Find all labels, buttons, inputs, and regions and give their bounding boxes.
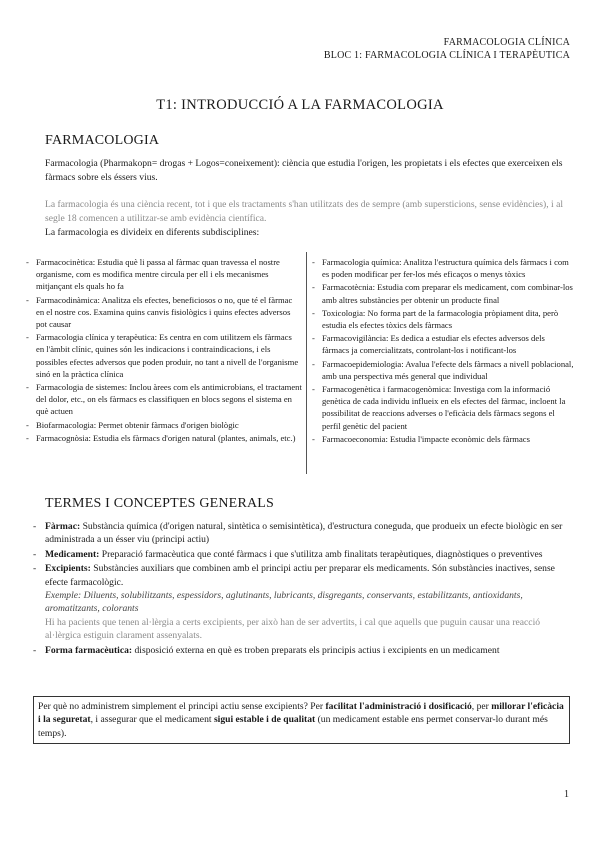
- list-item: - Farmacoeconomia: Estudia l'impacte econòmic dels fàrmacs: [312, 433, 530, 444]
- term-item-medicament: - Medicament: Preparació farmacèutica que conté fàrmacs i que s'utilitza amb finalitats terapèutiques, diagnòstiques o preventives: [33, 548, 543, 560]
- list-item: - Biofarmacologia: Permet obtenir fàrmacs d'origen biològic: [26, 419, 239, 430]
- header-course: FARMACOLOGIA CLÍNICA: [443, 37, 570, 48]
- page-title: T1: INTRODUCCIÓ A LA FARMACOLOGIA: [156, 97, 444, 113]
- list-item: - Farmacognòsia: Estudia els fàrmacs d'origen natural (plantes, animals, etc.): [26, 432, 296, 443]
- column-divider: [306, 252, 307, 474]
- subdisciplines-intro: La farmacologia es divideix en diferents subdisciplines:: [45, 227, 260, 238]
- running-header: [324, 36, 570, 62]
- excipient-note: Hi ha pacients que tenen al·lèrgia a certs excipients, per això han de ser advertits, i cal que aquells que puguin causar una reacció al·lèrgica estiguin clarament assenyalats.: [45, 616, 541, 642]
- list-item: - Farmacotècnia: Estudia com preparar els medicament, com combinar-los amb altres substàncies per obtenir un producte final: [312, 282, 573, 305]
- term-item-excipients: - Excipients: Substàncies auxiliars que combinen amb el principi actiu per preparar els medicaments. Són substàncies inactives, sense efecte farmacològic. Exemple: Diluents, solubilitzants, espessidors, aglutinants, lubricants, disgregants, conservants, estabilitzants, antioxidants, aromatitzants, colorants Hi ha pacients que tenen al·lèrgia a certs excipients, per això han de ser advertits, i cal que aquells que puguin causar una reacció al·lèrgica estiguin clarament assenyalats.: [33, 562, 573, 642]
- list-item: - Toxicologia: No forma part de la farmacologia pròpiament dita, però estudia els efectes tòxics dels fàrmacs: [312, 307, 559, 331]
- subdisciplines-right-list: [312, 256, 574, 446]
- history-paragraph: La farmacologia és una ciència recent, tot i que els tractaments s'han utilitzats des de sempre (amb supersticions, sense evidències), i al segle 18 comencen a utilitzar-se amb evidència científica.: [45, 199, 564, 224]
- subdisciplines-left-list: [26, 256, 302, 445]
- section-heading-termes: TERMES I CONCEPTES GENERALS: [45, 496, 275, 511]
- definition-paragraph: Farmacologia (Pharmakopn= drogas + Logos=coneixement): ciència que estudia l'origen, les propietats i els efectes que exerceixen els fàrmacs sobre els éssers vius.: [45, 158, 563, 183]
- terms-list: [33, 520, 573, 658]
- list-item: - Farmacodinàmica: Analitza els efectes, beneficiosos o no, que té el fàrmac en el nostre cos. Examina quins canvis fisiològics i quins efectes adversos pot causar: [26, 294, 293, 330]
- term-item-farmac: - Fàrmac: Substància química (d'origen natural, sintètica o semisintètica), d'estructura coneguda, que produeix un efecte biològic en ser administrada a un ésser viu (principi actiu): [33, 521, 563, 546]
- term-item-forma: - Forma farmacèutica: disposició externa en què es troben preparats els principis actius i excipients en un medicament: [33, 644, 500, 656]
- list-item: - Farmacogenètica i farmacogenòmica: Investiga com la informació genètica de cada individu influeix en els efectes del fàrmac, incloent la possibilitat de reaccions adverses o l'eficàcia dels fàrmacs segons el perfil genètic del pacient: [312, 384, 566, 431]
- list-item: - Farmacologia química: Analitza l'estructura química dels fàrmacs i com es poden modificar per fer-los més eficaços o menys tòxics: [312, 257, 569, 280]
- list-item: - Farmacologia clínica y terapèutica: Es centra en com utilitzem els fàrmacs en l'àmbit clínic, quines són les indicacions i contraindicacions, i els possibles efectes adversos que poden produir, no tant a nivell de l'organisme sinó en la pràctica clínica: [26, 332, 299, 379]
- header-block: BLOC 1: FARMACOLOGIA CLÍNICA I TERAPÈUTICA: [323, 50, 570, 61]
- page-number: 1: [564, 789, 569, 800]
- section-heading-farmacologia: FARMACOLOGIA: [45, 133, 160, 148]
- list-item: - Farmacocinètica: Estudia què li passa al fàrmac quan travessa el nostre organisme, com es modifica mentre circula per ell i els mecanismes mitjançant els quals ho fa: [26, 257, 280, 292]
- list-item: - Farmacologia de sistemes: Inclou àrees com els antimicrobians, el tractament del dolor, etc., on els fàrmacs es classifiquen en blocs segons el sistema en què actuen: [26, 382, 302, 417]
- excipient-example: Exemple: Diluents, solubilitzants, espessidors, aglutinants, lubricants, disgregants, conservants, estabilitzants, antioxidants, aromatitzants, colorants: [45, 590, 523, 615]
- list-item: - Farmacoepidemiologia: Avalua l'efecte dels fàrmacs a nivell poblacional, amb una perspectiva més general que individual: [312, 358, 574, 381]
- list-item: - Farmacovigilància: Es dedica a estudiar els efectes adversos dels fàrmacs ja comercialitzats, controlant-los i notificant-los: [312, 333, 545, 356]
- excipient-question-box: Per què no administrem simplement el principi actiu sense excipients? Per facilitat l'administració i dosificació, per millorar l'eficàcia i la seguretat, i assegurar que el medicament sigui estable i de qualitat (un medicament estable ens permet conservar-lo durant més temps).: [33, 696, 570, 744]
